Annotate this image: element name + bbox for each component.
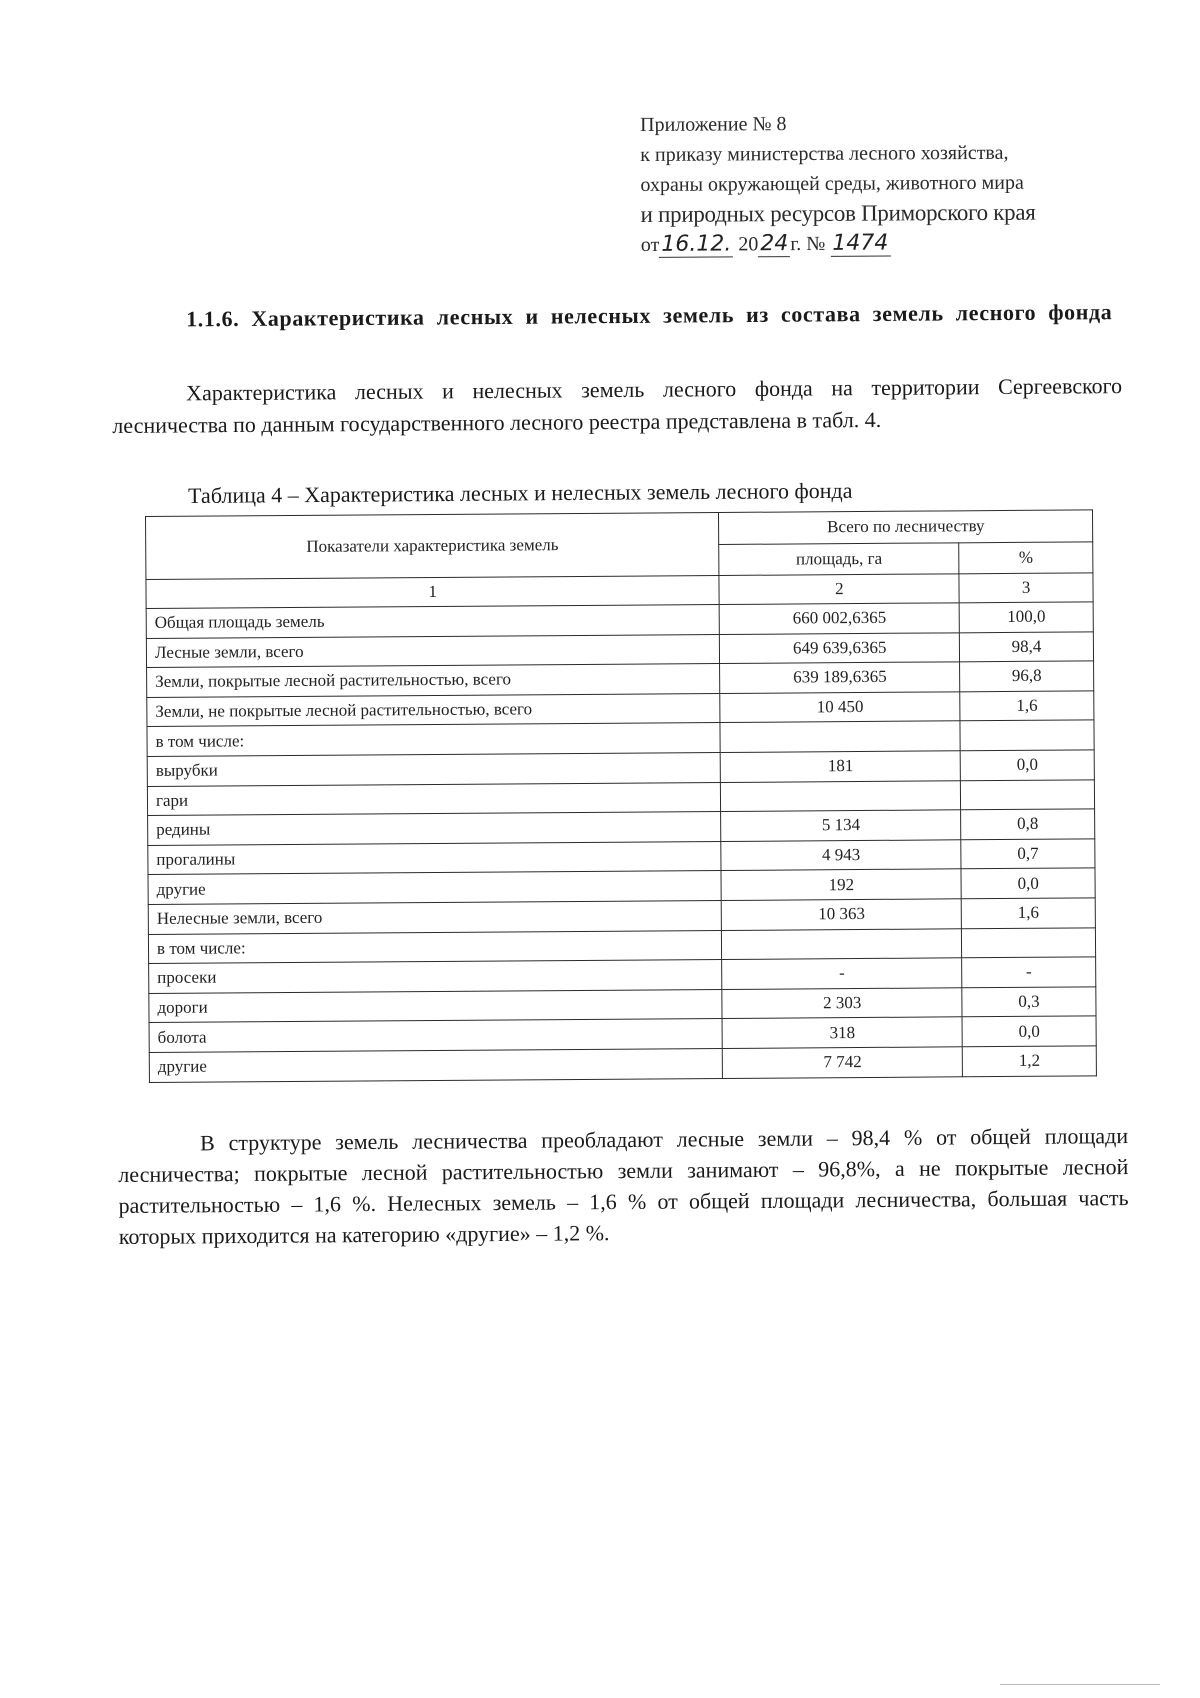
conclusion-paragraph: В структуре земель лесничества преобладают лесные земли – 98,4 % от общей площади лесничества; покрытые лесной растительностью земли занимают – 96,8%, а не покрытые лесной растительностью – 1,6 %. Нелесных земель – 1,6 % от общей площади лесничества, большая часть которых приходится на категорию «другие» – 1,2 %. [118, 1123, 1129, 1249]
scan-artifact-line [1000, 1684, 1160, 1685]
appendix-line-region: и природных ресурсов Приморского края [640, 199, 1036, 227]
row-area: 10 363 [722, 899, 962, 930]
column-number-2: 2 [719, 574, 959, 605]
row-area [722, 928, 962, 959]
row-area: 4 943 [721, 840, 961, 871]
column-number-1: 1 [146, 575, 720, 608]
row-label: другие [148, 871, 722, 905]
table-row [149, 1046, 1096, 1082]
date-number-label: г. № [790, 232, 826, 256]
row-percent: 96,8 [960, 661, 1094, 692]
row-area: 660 002,6365 [720, 603, 960, 634]
row-percent: 0,7 [961, 839, 1095, 870]
row-percent: 1,6 [960, 691, 1094, 722]
appendix-line-order: к приказу министерства лесного хозяйства, [640, 141, 1009, 166]
row-percent: - [962, 957, 1096, 988]
section-title: 1.1.6. Характеристика лесных и нелесных земель из состава земель лесного фонда [186, 299, 1113, 332]
row-area: 10 450 [720, 692, 960, 723]
column-number-3: 3 [959, 573, 1093, 603]
row-label: редины [148, 812, 722, 846]
row-label: гари [147, 782, 721, 816]
land-characteristics-table [145, 509, 1097, 1082]
row-percent: 0,0 [962, 1016, 1096, 1047]
row-area: 639 189,6365 [720, 662, 960, 693]
row-label: просеки [149, 960, 723, 994]
row-area: 7 742 [723, 1047, 963, 1078]
handwritten-year: 24 [758, 231, 790, 257]
row-area: 649 639,6365 [720, 632, 960, 663]
appendix-line-ministry: охраны окружающей среды, животного мира [640, 171, 1024, 196]
row-area [721, 780, 961, 811]
intro-paragraph: Характеристика лесных и нелесных земель лесного фонда на территории Сергеевского лесничества по данным государственного лесного реестра представлена в табл. 4. [112, 373, 1123, 438]
appendix-header [640, 107, 1121, 260]
row-label: Лесные земли, всего [146, 634, 720, 668]
handwritten-date: 16.12. [659, 231, 733, 257]
row-label: дороги [149, 989, 723, 1023]
row-percent: 0,0 [960, 750, 1094, 781]
row-label: в том числе: [147, 723, 721, 757]
row-percent: 0,3 [962, 987, 1096, 1018]
row-label: другие [149, 1048, 723, 1082]
date-prefix: от [640, 233, 660, 256]
header-indicator: Показатели характеристика земель [146, 512, 720, 579]
table-caption: Таблица 4 – Характеристика лесных и нелесных земель лесного фонда [188, 477, 853, 508]
row-label: Земли, не покрытые лесной растительностью, всего [147, 693, 721, 727]
row-area: 5 134 [721, 810, 961, 841]
row-label: Нелесные земли, всего [148, 900, 722, 934]
row-area: 192 [721, 869, 961, 900]
row-percent [962, 927, 1096, 958]
row-area [720, 721, 960, 752]
date-year-prefix: 20 [738, 233, 759, 256]
row-percent [961, 779, 1095, 810]
header-total: Всего по лесничеству [719, 510, 1093, 544]
row-percent: 0,0 [961, 868, 1095, 899]
row-label: вырубки [147, 752, 721, 786]
row-area: 318 [722, 1017, 962, 1048]
row-percent: 1,6 [961, 898, 1095, 929]
table-body [146, 602, 1096, 1082]
row-label: Земли, покрытые лесной растительностью, всего [147, 664, 721, 698]
header-percent: % [959, 541, 1093, 573]
row-label: в том числе: [148, 930, 722, 964]
appendix-date-line [641, 227, 1121, 260]
row-label: прогалины [148, 841, 722, 875]
row-percent [960, 720, 1094, 751]
row-percent: 1,2 [962, 1046, 1096, 1077]
row-percent: 100,0 [959, 602, 1093, 633]
header-area: площадь, га [719, 542, 959, 575]
row-percent: 0,8 [961, 809, 1095, 840]
row-label: болота [149, 1019, 723, 1053]
appendix-title: Приложение № 8 [640, 113, 787, 136]
row-area: 181 [721, 751, 961, 782]
row-percent: 98,4 [959, 631, 1093, 662]
row-label: Общая площадь земель [146, 604, 720, 638]
handwritten-order-number: 1474 [830, 230, 890, 256]
row-area: - [722, 958, 962, 989]
row-area: 2 303 [722, 988, 962, 1019]
